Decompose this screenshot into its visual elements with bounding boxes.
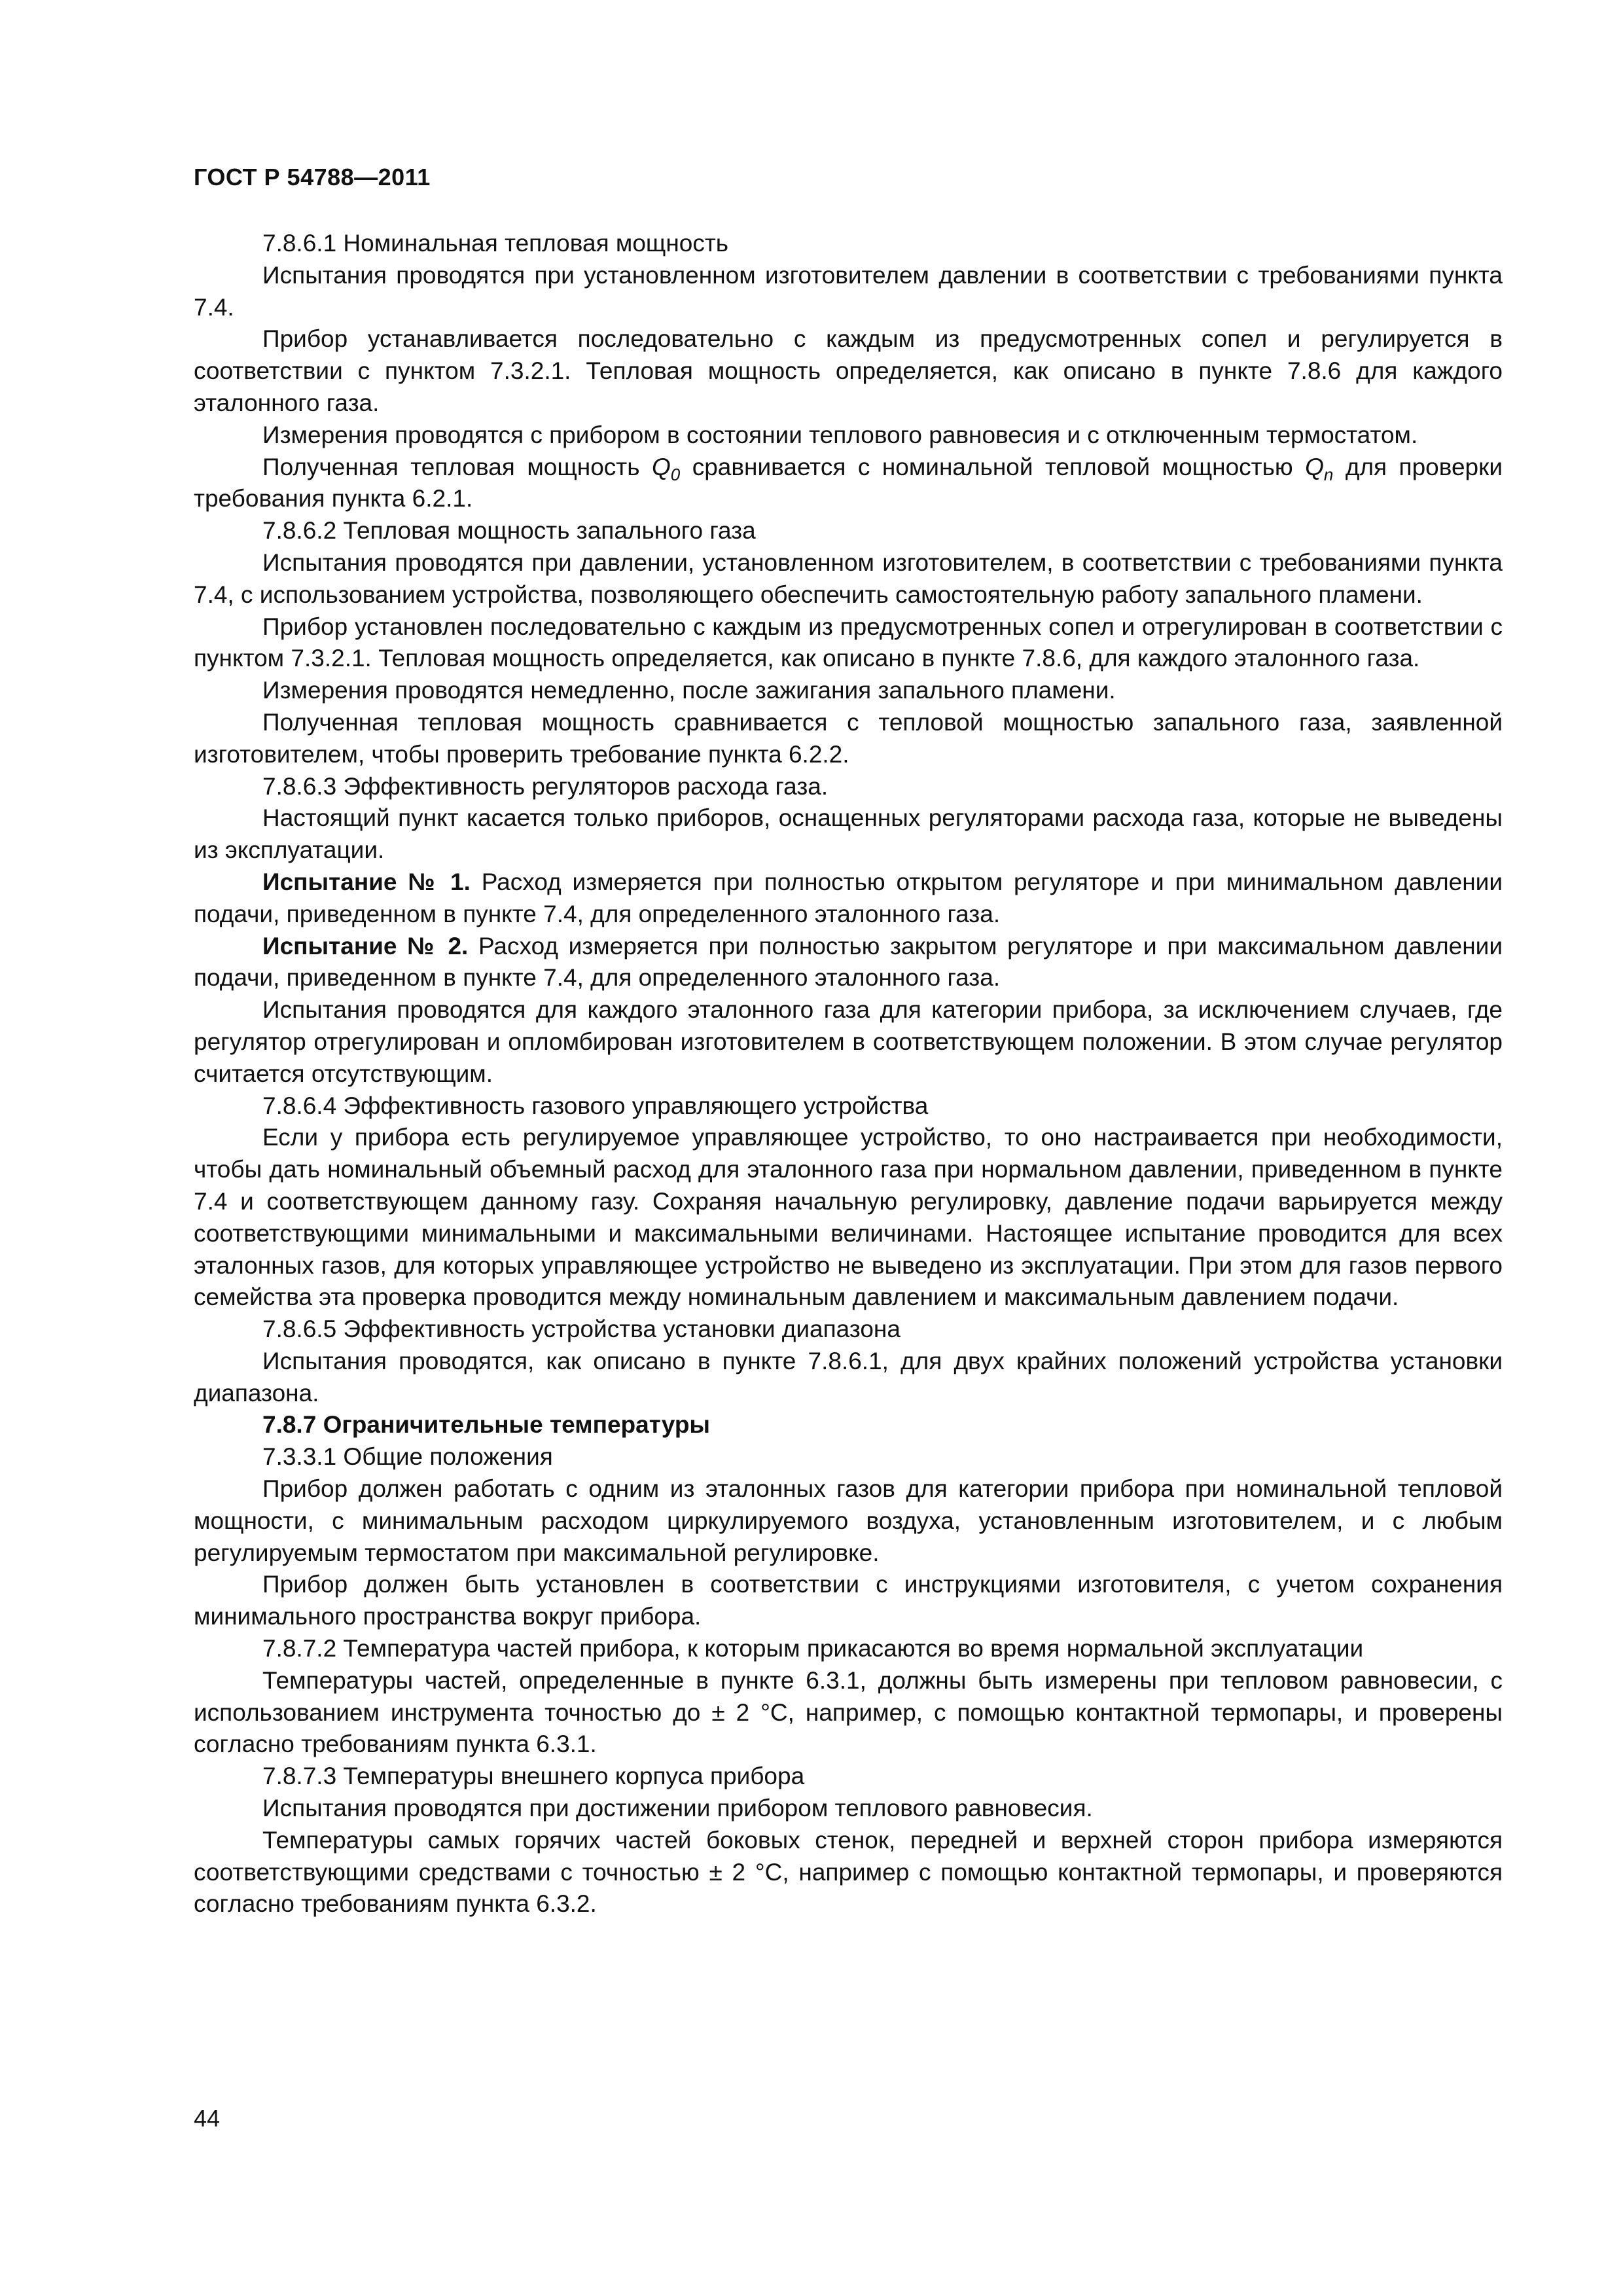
clause-heading: 7.8.6.2 Тепловая мощность запального газа [262, 517, 756, 545]
body-paragraph: Прибор установлен последовательно с каждым из предусмотренных сопел и отрегулирован в соответствии с пунктом 7.3.2.1. Тепловая мощность определяется, как описано в пункте 7.8.6, для каждого эталонного газа. [194, 613, 1503, 672]
body-paragraph: Температуры частей, определенные в пункте 6.3.1, должны быть измерены при тепловом равновесии, с использованием инструмента точностью до ± 2 °С, например, с помощью контактной термопары, и проверены согласно требованиям пункта 6.3.1. [194, 1666, 1503, 1758]
text-run: Расход измеряется при полностью открытом регуляторе и при минимальном давлении подачи, приведенном в пункте 7.4, для определенного эталонного газа. [194, 868, 1503, 927]
body-paragraph: Испытания проводятся, как описано в пункте 7.8.6.1, для двух крайних положений устройства установки диапазона. [194, 1347, 1503, 1407]
section-heading: 7.8.7 Ограничительные температуры [262, 1411, 711, 1439]
body-paragraph: Испытания проводятся при давлении, установленном изготовителем, в соответствии с требованиями пункта 7.4, с использованием устройства, позволяющего обеспечить самостоятельную работу запального пламени. [194, 548, 1503, 608]
body-paragraph: Температуры самых горячих частей боковых стенок, передней и верхней сторон прибора измеряются соответствующими средствами с точностью ± 2 °С, например с помощью контактной термопары, и проверяются согласно требованиям пункта 6.3.2. [194, 1826, 1503, 1918]
text-run: сравнивается с номинальной тепловой мощностью [680, 453, 1306, 480]
body-paragraph: Настоящий пункт касается только приборов, оснащенных регуляторами расхода газа, которые не выведены из эксплуатации. [194, 804, 1503, 864]
formula-symbol-letter: Q [652, 453, 671, 480]
formula-symbol [1305, 453, 1334, 484]
test-paragraph [194, 867, 1503, 931]
clause-heading: 7.3.3.1 Общие положения [262, 1443, 553, 1471]
body-paragraph: Если у прибора есть регулируемое управляющее устройство, то оно настраивается при необходимости, чтобы дать номинальный объемный расход для эталонного газа при нормальном давлении, приведенном в пункте 7.4 и соответствующем данному газу. Сохраняя начальную регулировку, давление подачи варьируется между соответствующими минимальными и максимальными величинами. Настоящее испытание проводится для всех эталонных газов, для которых управляющее устройство не выведено из эксплуатации. При этом для газов первого семейства эта проверка проводится между номинальным давлением и максимальным давлением подачи. [194, 1124, 1503, 1311]
body-paragraph: Прибор должен работать с одним из эталонных газов для категории прибора при номинальной тепловой мощности, с минимальным расходом циркулируемого воздуха, установленным изготовителем, и с любым регулируемым термостатом при максимальной регулировке. [194, 1475, 1503, 1566]
formula-symbol-letter: Q [1305, 453, 1324, 480]
body-paragraph [194, 452, 1503, 516]
formula-subscript: n [1323, 464, 1334, 484]
clause-heading: 7.8.6.3 Эффективность регуляторов расхода газа. [262, 772, 829, 800]
clause-heading: 7.8.7.2 Температура частей прибора, к которым прикасаются во время нормальной эксплуатации [262, 1635, 1364, 1662]
body-paragraph: Испытания проводятся при достижении прибором теплового равновесия. [262, 1795, 1093, 1822]
test-label: Испытание № 2. [262, 932, 469, 960]
clause-heading: 7.8.7.3 Температуры внешнего корпуса прибора [262, 1763, 805, 1790]
text-run: Полученная тепловая мощность [262, 453, 652, 480]
standard-designation: ГОСТ Р 54788—2011 [194, 164, 431, 190]
body-paragraph: Измерения проводятся с прибором в состоянии теплового равновесия и с отключенным термостатом. [262, 421, 1418, 448]
document-body [194, 228, 1503, 1920]
body-paragraph: Полученная тепловая мощность сравнивается с тепловой мощностью запального газа, заявленной изготовителем, чтобы проверить требование пункта 6.2.2. [194, 708, 1503, 768]
test-paragraph [194, 931, 1503, 995]
body-paragraph: Измерения проводятся немедленно, после зажигания запального пламени. [262, 677, 1116, 704]
text-run: для проверки требования пункта 6.2.1. [194, 453, 1503, 512]
body-paragraph: Прибор устанавливается последовательно с каждым из предусмотренных сопел и регулируется в соответствии с пунктом 7.3.2.1. Тепловая мощность определяется, как описано в пункте 7.8.6 для каждого эталонного газа. [194, 325, 1503, 416]
formula-symbol [652, 453, 681, 484]
clause-heading: 7.8.6.4 Эффективность газового управляющего устройства [262, 1092, 929, 1119]
text-run: Расход измеряется при полностью закрытом регуляторе и при максимальном давлении подачи, приведенном в пункте 7.4, для определенного эталонного газа. [194, 932, 1503, 992]
body-paragraph: Испытания проводятся для каждого эталонного газа для категории прибора, за исключением случаев, где регулятор отрегулирован и опломбирован изготовителем в соответствующем положении. В этом случае регулятор считается отсутствующим. [194, 996, 1503, 1087]
body-paragraph: Испытания проводятся при установленном изготовителем давлении в соответствии с требованиями пункта 7.4. [194, 261, 1503, 321]
page-number: 44 [194, 2105, 221, 2132]
test-label: Испытание № 1. [262, 868, 471, 895]
clause-heading: 7.8.6.5 Эффективность устройства установки диапазона [262, 1316, 901, 1343]
body-paragraph: Прибор должен быть установлен в соответствии с инструкциями изготовителя, с учетом сохранения минимального пространства вокруг прибора. [194, 1571, 1503, 1630]
clause-heading: 7.8.6.1 Номинальная тепловая мощность [262, 230, 729, 257]
formula-subscript: 0 [670, 464, 681, 484]
